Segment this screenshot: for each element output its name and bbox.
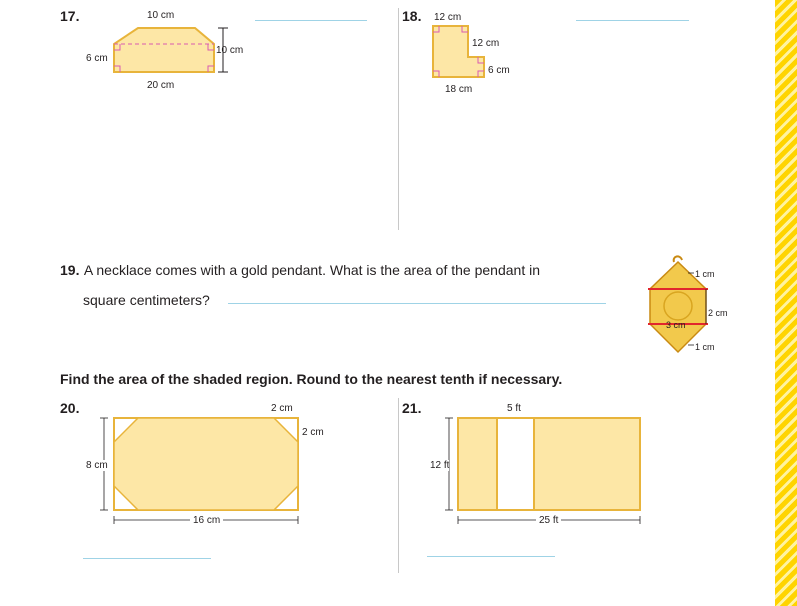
- problem-19-number: 19.: [60, 262, 80, 278]
- problem-20-top-label: 2 cm: [271, 403, 293, 414]
- problem-20-corner-label: 2 cm: [302, 427, 324, 438]
- problem-20-number: 20.: [60, 400, 80, 416]
- problem-21-unshaded-strip: [497, 418, 534, 510]
- pendant-middle-label: 3 cm: [666, 320, 686, 330]
- problem-18-bottom-label: 18 cm: [445, 84, 473, 95]
- problem-18-right-lower-label: 6 cm: [488, 65, 510, 76]
- section-instruction: Find the area of the shaded region. Round to the nearest tenth if necessary.: [60, 371, 563, 387]
- problem-18-right-upper-label: 12 cm: [472, 38, 500, 49]
- problem-17-right-label: 10 cm: [216, 45, 244, 56]
- problem-17-left-label: 6 cm: [86, 53, 108, 64]
- problem-21-top-label: 5 ft: [507, 403, 521, 414]
- answer-line-21[interactable]: [427, 556, 555, 557]
- problem-20-bottom-label: 16 cm: [190, 515, 223, 526]
- problem-21-left-label: 12 ft: [430, 460, 450, 471]
- problem-17-bottom-label: 20 cm: [147, 80, 175, 91]
- problem-17-number: 17.: [60, 8, 80, 24]
- problem-18-number: 18.: [402, 8, 422, 24]
- pendant-right-label: 2 cm: [708, 308, 728, 318]
- problem-18-top-label: 12 cm: [434, 12, 462, 23]
- problem-21-bottom-label: 25 ft: [536, 515, 561, 526]
- problem-19-text-line2: square centimeters?: [83, 292, 210, 308]
- problem-17-top-label: 10 cm: [147, 10, 175, 21]
- problem-20-left-label: 8 cm: [86, 460, 108, 471]
- problem-19-text-line1: A necklace comes with a gold pendant. What is the area of the pendant in: [83, 262, 540, 278]
- pendant-bottom-label: 1 cm: [695, 342, 715, 352]
- problem-21-number: 21.: [402, 400, 422, 416]
- pendant-top-label: 1 cm: [695, 269, 715, 279]
- problem-21-rectangle: [458, 418, 640, 510]
